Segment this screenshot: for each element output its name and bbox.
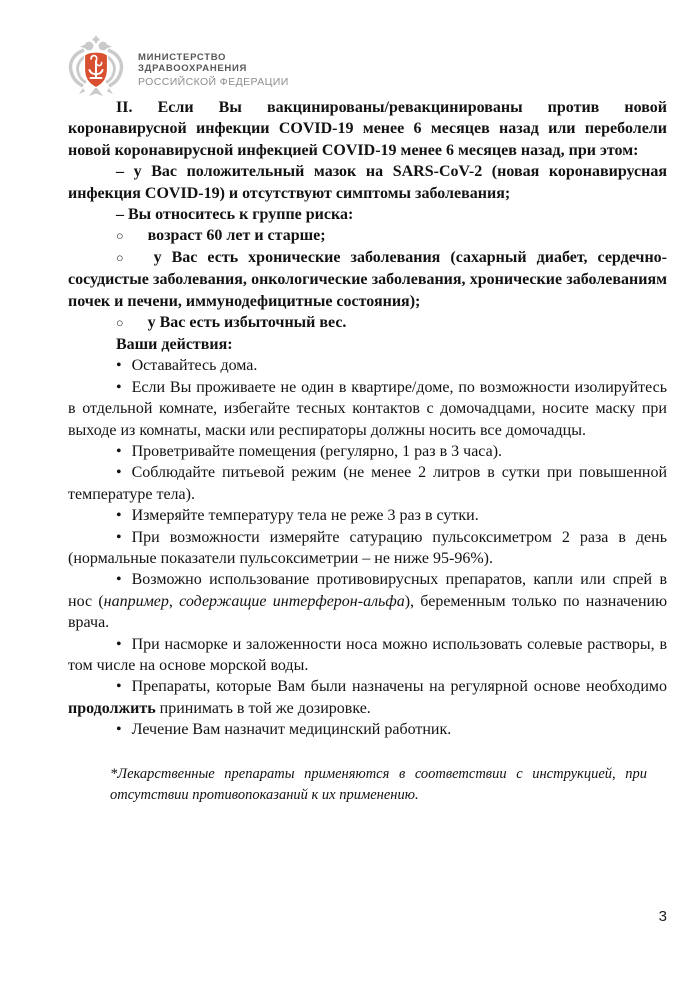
action-item [68, 676, 667, 719]
action-text: ), беременным только по назначению врача. [68, 592, 668, 632]
circle-bullet-icon: ○ [116, 315, 124, 330]
action-item [68, 462, 667, 505]
bullet-icon: • [116, 571, 122, 589]
action-item [68, 569, 667, 633]
action-item [68, 527, 667, 570]
action-item [68, 377, 667, 441]
bullet-icon: • [116, 507, 122, 525]
minzdrav-emblem-icon [63, 35, 129, 101]
bullet-icon: • [116, 528, 122, 546]
circle-bullet-icon: ○ [116, 228, 124, 243]
ministry-name [138, 48, 289, 89]
action-text: Проветривайте помещения (регулярно, 1 раз в 3 часа). [131, 443, 503, 460]
risk-item [68, 247, 667, 312]
risk-item-text: у Вас есть избыточный вес. [147, 314, 347, 332]
action-text: При насморке и заложенности носа можно использовать солевые растворы, в том числе на основе морской воды. [68, 635, 667, 675]
ministry-line-1: МИНИСТЕРСТВО [138, 51, 227, 63]
document-body [68, 97, 667, 806]
action-text: Соблюдайте питьевой режим (не менее 2 литров в сутки при повышенной температуре тела). [68, 464, 667, 503]
footnote: *Лекарственные препараты применяются в соответствии с инструкцией, при отсутствии противопоказаний к их применению. [110, 765, 647, 803]
action-text: Препараты, которые Вам были назначены на регулярной основе необходимо [131, 678, 667, 696]
ministry-line-2: ЗДРАВООХРАНЕНИЯ [138, 63, 248, 74]
action-item [68, 355, 667, 376]
heading-section-ii: II. Если Вы вакцинированы/ревакцинированы против новой коронавирусной инфекции COVID-19 менее 6 месяцев назад или переболели новой коронавирусной инфекцией COVID-19 менее 6 месяцев назад, при этом: [68, 99, 667, 159]
risk-item-text: у Вас есть хронические заболевания (сахарный диабет, сердечно-сосудистые заболевания, онкологические заболевания, хронические заболеваниям почек и печени, иммунодефицитные состояния); [68, 249, 667, 310]
ministry-line-3: РОССИЙСКОЙ ФЕДЕРАЦИИ [138, 75, 289, 88]
bullet-icon: • [116, 678, 122, 696]
action-text: принимать в той же дозировке. [155, 699, 371, 717]
bullet-icon: • [116, 464, 122, 482]
circle-bullet-icon: ○ [116, 250, 130, 265]
bullet-icon: • [116, 357, 122, 375]
action-text: Если Вы проживаете не один в квартире/доме, по возможности изолируйтесь в отдельной комнате, избегайте тесных контактов с домочадцами, носите маску при выходе из комнаты, маски или респираторы должны носить все домочадцы. [68, 378, 667, 439]
ministry-header [63, 35, 289, 101]
condition-risk-group: – Вы относитесь к группе риска: [116, 206, 354, 224]
bullet-icon: • [116, 635, 122, 653]
risk-item-text: возраст 60 лет и старше; [147, 227, 326, 245]
action-text: Лечение Вам назначит медицинский работник. [131, 721, 452, 739]
action-text: При возможности измеряйте сатурацию пульсоксиметром 2 раза в день (нормальные показатели пульсоксиметрии – не ниже 95-96%). [68, 528, 667, 568]
action-text: Оставайтесь дома. [131, 357, 258, 375]
action-text-italic: например, содержащие интерферон-альфа [103, 592, 405, 610]
bullet-icon: • [116, 378, 122, 396]
risk-item [68, 225, 667, 247]
risk-item [68, 312, 667, 334]
action-text: Измеряйте температуру тела не реже 3 раз в сутки. [131, 507, 479, 525]
actions-title: Ваши действия: [116, 335, 233, 353]
action-item [68, 441, 667, 462]
bullet-icon: • [116, 443, 122, 460]
action-text-bold: продолжить [68, 699, 156, 717]
action-item [68, 634, 667, 677]
condition-positive-swab: – у Вас положительный мазок на SARS-CoV-2 (новая коронавирусная инфекция COVID-19) и отсутствуют симптомы заболевания; [68, 163, 667, 202]
bullet-icon: • [116, 721, 122, 739]
page-number: 3 [658, 908, 667, 925]
action-item [68, 505, 667, 526]
action-text: Возможно использование противовирусных препаратов, капли или спрей в нос ( [68, 571, 667, 610]
action-item [68, 719, 667, 740]
